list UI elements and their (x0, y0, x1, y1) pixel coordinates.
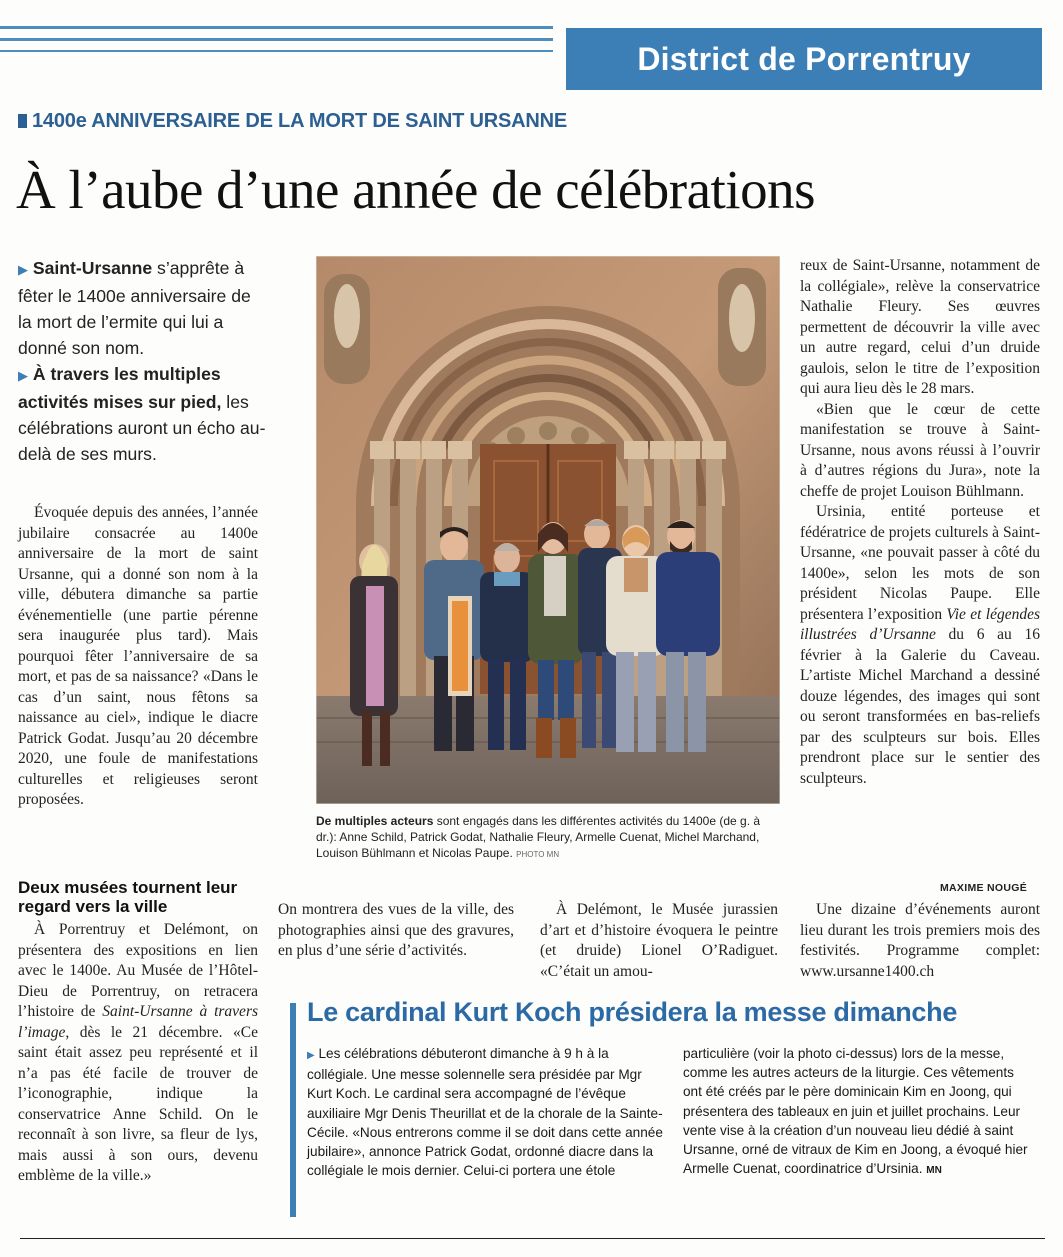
bullet-triangle-icon: ▶ (18, 368, 28, 383)
box-right-text: particulière (voir la photo ci-dessus) lors de la messe, comme les autres acteurs de la liturgie. Ces vêtements ont été créés par le père dominicain Kim en Joong, qui présentera des tableaux en juin et juillet prochains. Leur vente vise à la création d’un nouveau lieu dédié à saint Ursanne, orné de vitraux de Kim en Joong, a évoqué hier Armelle Cuenat, coordinatrice d’Ursinia. (683, 1046, 1028, 1177)
lead-text-1: s’apprête à fêter le 1400e anniversaire de la mort de l’ermite qui lui a donné son nom. (18, 258, 251, 358)
col4-p3-text-a: Ursinia, entité porteuse et fédératrice de projets culturels à Saint-Ursanne, «ne pouvait passer à côté du 1400e», selon les mots de son président Nicolas Paupe. Elle présentera l’exposition (800, 503, 1040, 623)
kicker-text: 1400e ANNIVERSAIRE DE LA MORT DE SAINT URSANNE (32, 110, 567, 132)
column-1-continued (18, 920, 258, 1187)
col1-p2-text-b: , dès le 21 décembre. «Ce saint était assez peu représenté et il n’a pas été facile de trouver de l’iconographie, indique la conservatrice Anne Schild. On le reconnaît à son livre, sa fleur de lys, mais aussi à son ours, devenu emblème de la ville.» (18, 1023, 258, 1184)
col1-paragraph-1: Évoquée depuis des années, l’année jubilaire consacrée au 1400e anniversaire de la mort de saint Ursanne, qui a donné son nom à la ville, débutera dimanche sa partie événementielle (une partie pérenne sera inaugurée plus tard). Mais pourquoi fêter l’anniversaire de sa mort, et pas de sa naissance? «Dans le cas d’un saint, nous fêtons sa naissance au ciel», indique le diacre Patrick Godat. Jusqu’au 20 décembre 2020, une foule de manifestations culturelles et religieuses seront proposées. (18, 504, 258, 808)
kicker (18, 110, 567, 133)
mid-paragraph-1: On montrera des vues de la ville, des photographies ainsi que des gravures, en plus d’une série d’activités. (278, 901, 514, 959)
col4-paragraph-2: «Bien que le cœur de cette manifestation se trouve à Saint-Ursanne, nous avons réussi à l’ouvrir à d’autres régions du Jura», note la cheffe de projet Louison Bühlmann. (800, 400, 1040, 500)
column-4-bottom (800, 900, 1040, 982)
column-1-intro (18, 503, 258, 811)
col4-paragraph-3 (800, 502, 1040, 789)
photo-illustration (316, 256, 780, 804)
col1-p2-text-a: À Porrentruy et Delémont, on présentera des expositions en lien avec le 1400e. Au Musée de l’Hôtel-Dieu de Porrentruy, on retracera l’histoire de (18, 921, 258, 1020)
photo-credit: PHOTO MN (516, 850, 560, 859)
lead-paragraph (18, 255, 268, 467)
section-banner: District de Porrentruy (566, 28, 1042, 90)
box-column-left (307, 1044, 663, 1180)
kicker-square-icon (18, 114, 27, 128)
box-accent-bar (290, 1003, 296, 1217)
mid-paragraph-2: À Delémont, le Musée jurassien d’art et d’histoire évoquera le peintre (et druide) Lionel O’Radiguet. «C’était un amou- (540, 901, 778, 980)
headline: À l’aube d’une année de célébrations (16, 159, 815, 220)
col4-p3-text-b: du 6 au 16 février à la Galerie du Caveau. L’artiste Michel Marchand a dessiné douze légendes, des images qui sont ou seront transformées en bas-reliefs par des sculpteurs sur bois. Elles prendront place sur le sentier des sculpteurs. (800, 626, 1040, 787)
caption-bold: De multiples acteurs (316, 814, 434, 828)
lead-place: Saint-Ursanne (32, 258, 153, 278)
top-rule-2 (0, 38, 553, 41)
col1-paragraph-2 (18, 920, 258, 1187)
lead-text-2: les célébrations auront un écho au-delà de ses murs. (18, 392, 266, 464)
bullet-triangle-icon: ▶ (307, 1050, 315, 1061)
col4-paragraph-4: Une dizaine d’événements auront lieu durant les trois premiers mois des festivités. Programme complet: www.ursanne1400.ch (800, 901, 1040, 980)
box-column-right (683, 1044, 1031, 1180)
top-rule-1 (0, 26, 553, 29)
photo-caption (316, 813, 782, 863)
lead-bold-2: À travers les multiples activités mises sur pied, (18, 364, 222, 412)
collegiale-portal-photo (316, 256, 780, 804)
col4-p3-italic: Vie et légendes illustrées d’Ursanne (800, 605, 1040, 643)
column-3-bottom (540, 900, 778, 982)
column-4 (800, 256, 1040, 789)
bullet-triangle-icon: ▶ (18, 262, 28, 277)
box-signature: MN (926, 1165, 942, 1177)
col4-paragraph-1: reux de Saint-Ursanne, notamment de la collégiale», relève la conservatrice Nathalie Fleury. Ses œuvres permettent de découvrir la ville avec un autre regard, celui d’un druide gaulois, selon le titre de l’exposition qui aura lieu dès le 28 mars. (800, 257, 1040, 397)
col1-p2-italic: Saint-Ursanne à travers l’image (18, 1003, 259, 1041)
top-rule-3 (0, 50, 553, 52)
column-2-bottom (278, 900, 514, 962)
caption-text: sont engagés dans les différentes activités du 1400e (de g. à dr.): Anne Schild, Patrick Godat, Nathalie Fleury, Armelle Cuenat, Michel Marchand, Louison Bühlmann et Nicolas Paupe. (316, 814, 761, 860)
box-title: Le cardinal Kurt Koch présidera la messe dimanche (307, 997, 958, 1027)
author-byline: MAXIME NOUGÉ (940, 882, 1028, 894)
box-left-text: Les célébrations débuteront dimanche à 9 h à la collégiale. Une messe solennelle sera présidée par Mgr Kurt Koch. Le cardinal sera accompagné de l’évêque auxiliaire Mgr Denis Theurillat et de la chorale de la Sainte-Cécile. «Nous entrerons comme il se doit dans cette année jubilaire», annonce Patrick Godat, ordonné diacre dans la collégiale le mois dernier. Celui-ci portera une étole (307, 1046, 663, 1179)
subheading-musees: Deux musées tournent leur regard vers la ville (18, 878, 238, 916)
bottom-rule (20, 1238, 1045, 1239)
